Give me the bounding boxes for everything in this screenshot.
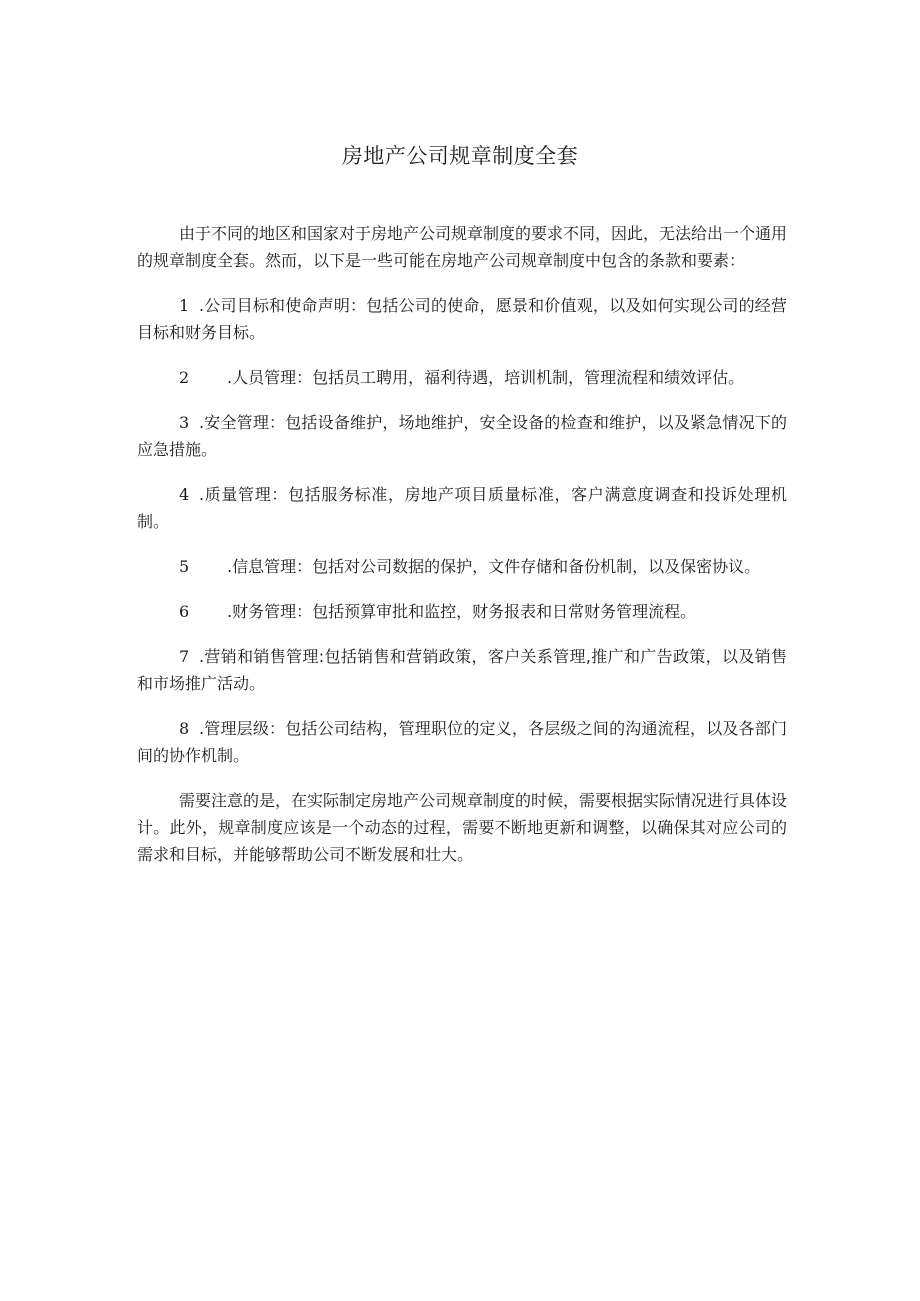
item-text: .质量管理：包括服务标准，房地产项目质量标准，客户满意度调查和投诉处理机制。 — [137, 485, 787, 531]
list-item-6 — [137, 598, 787, 625]
item-text: .管理层级：包括公司结构，管理职位的定义，各层级之间的沟通流程，以及各部门间的协作机制。 — [137, 719, 787, 765]
item-number: 6 — [179, 602, 190, 621]
intro-paragraph: 由于不同的地区和国家对于房地产公司规章制度的要求不同，因此，无法给出一个通用的规章制度全套。然而，以下是一些可能在房地产公司规章制度中包含的条款和要素： — [137, 224, 788, 270]
item-text: .信息管理：包括对公司数据的保护，文件存储和备份机制，以及保密协议。 — [227, 557, 761, 576]
list-item-2 — [137, 364, 787, 391]
document-body — [137, 220, 787, 886]
item-text: .公司目标和使命声明：包括公司的使命，愿景和价值观，以及如何实现公司的经营目标和财务目标。 — [137, 296, 787, 342]
item-number: 1 — [179, 296, 190, 315]
list-item-4 — [137, 481, 787, 535]
item-number: 3 — [179, 413, 190, 432]
item-number: 7 — [179, 647, 190, 666]
item-number: 5 — [179, 557, 190, 576]
item-number: 8 — [179, 719, 190, 738]
list-item-1 — [137, 292, 787, 346]
list-item-7 — [137, 643, 787, 697]
item-number: 2 — [179, 368, 190, 387]
list-item-5 — [137, 553, 787, 580]
document-title: 房地产公司规章制度全套 — [341, 144, 579, 168]
item-text: .财务管理：包括预算审批和监控，财务报表和日常财务管理流程。 — [227, 602, 697, 621]
item-text: .营销和销售管理:包括销售和营销政策，客户关系管理,推广和广告政策，以及销售和市场推广活动。 — [137, 647, 787, 693]
list-item-3 — [137, 409, 787, 463]
list-item-8 — [137, 715, 787, 769]
conclusion-paragraph: 需要注意的是，在实际制定房地产公司规章制度的时候，需要根据实际情况进行具体设计。此外，规章制度应该是一个动态的过程，需要不断地更新和调整，以确保其对应公司的需求和目标，并能够帮助公司不断发展和壮大。 — [137, 791, 788, 864]
item-text: .人员管理：包括员工聘用，福利待遇，培训机制，管理流程和绩效评估。 — [227, 368, 745, 387]
item-text: .安全管理：包括设备维护，场地维护，安全设备的检查和维护，以及紧急情况下的应急措施。 — [137, 413, 787, 459]
item-number: 4 — [179, 485, 190, 504]
